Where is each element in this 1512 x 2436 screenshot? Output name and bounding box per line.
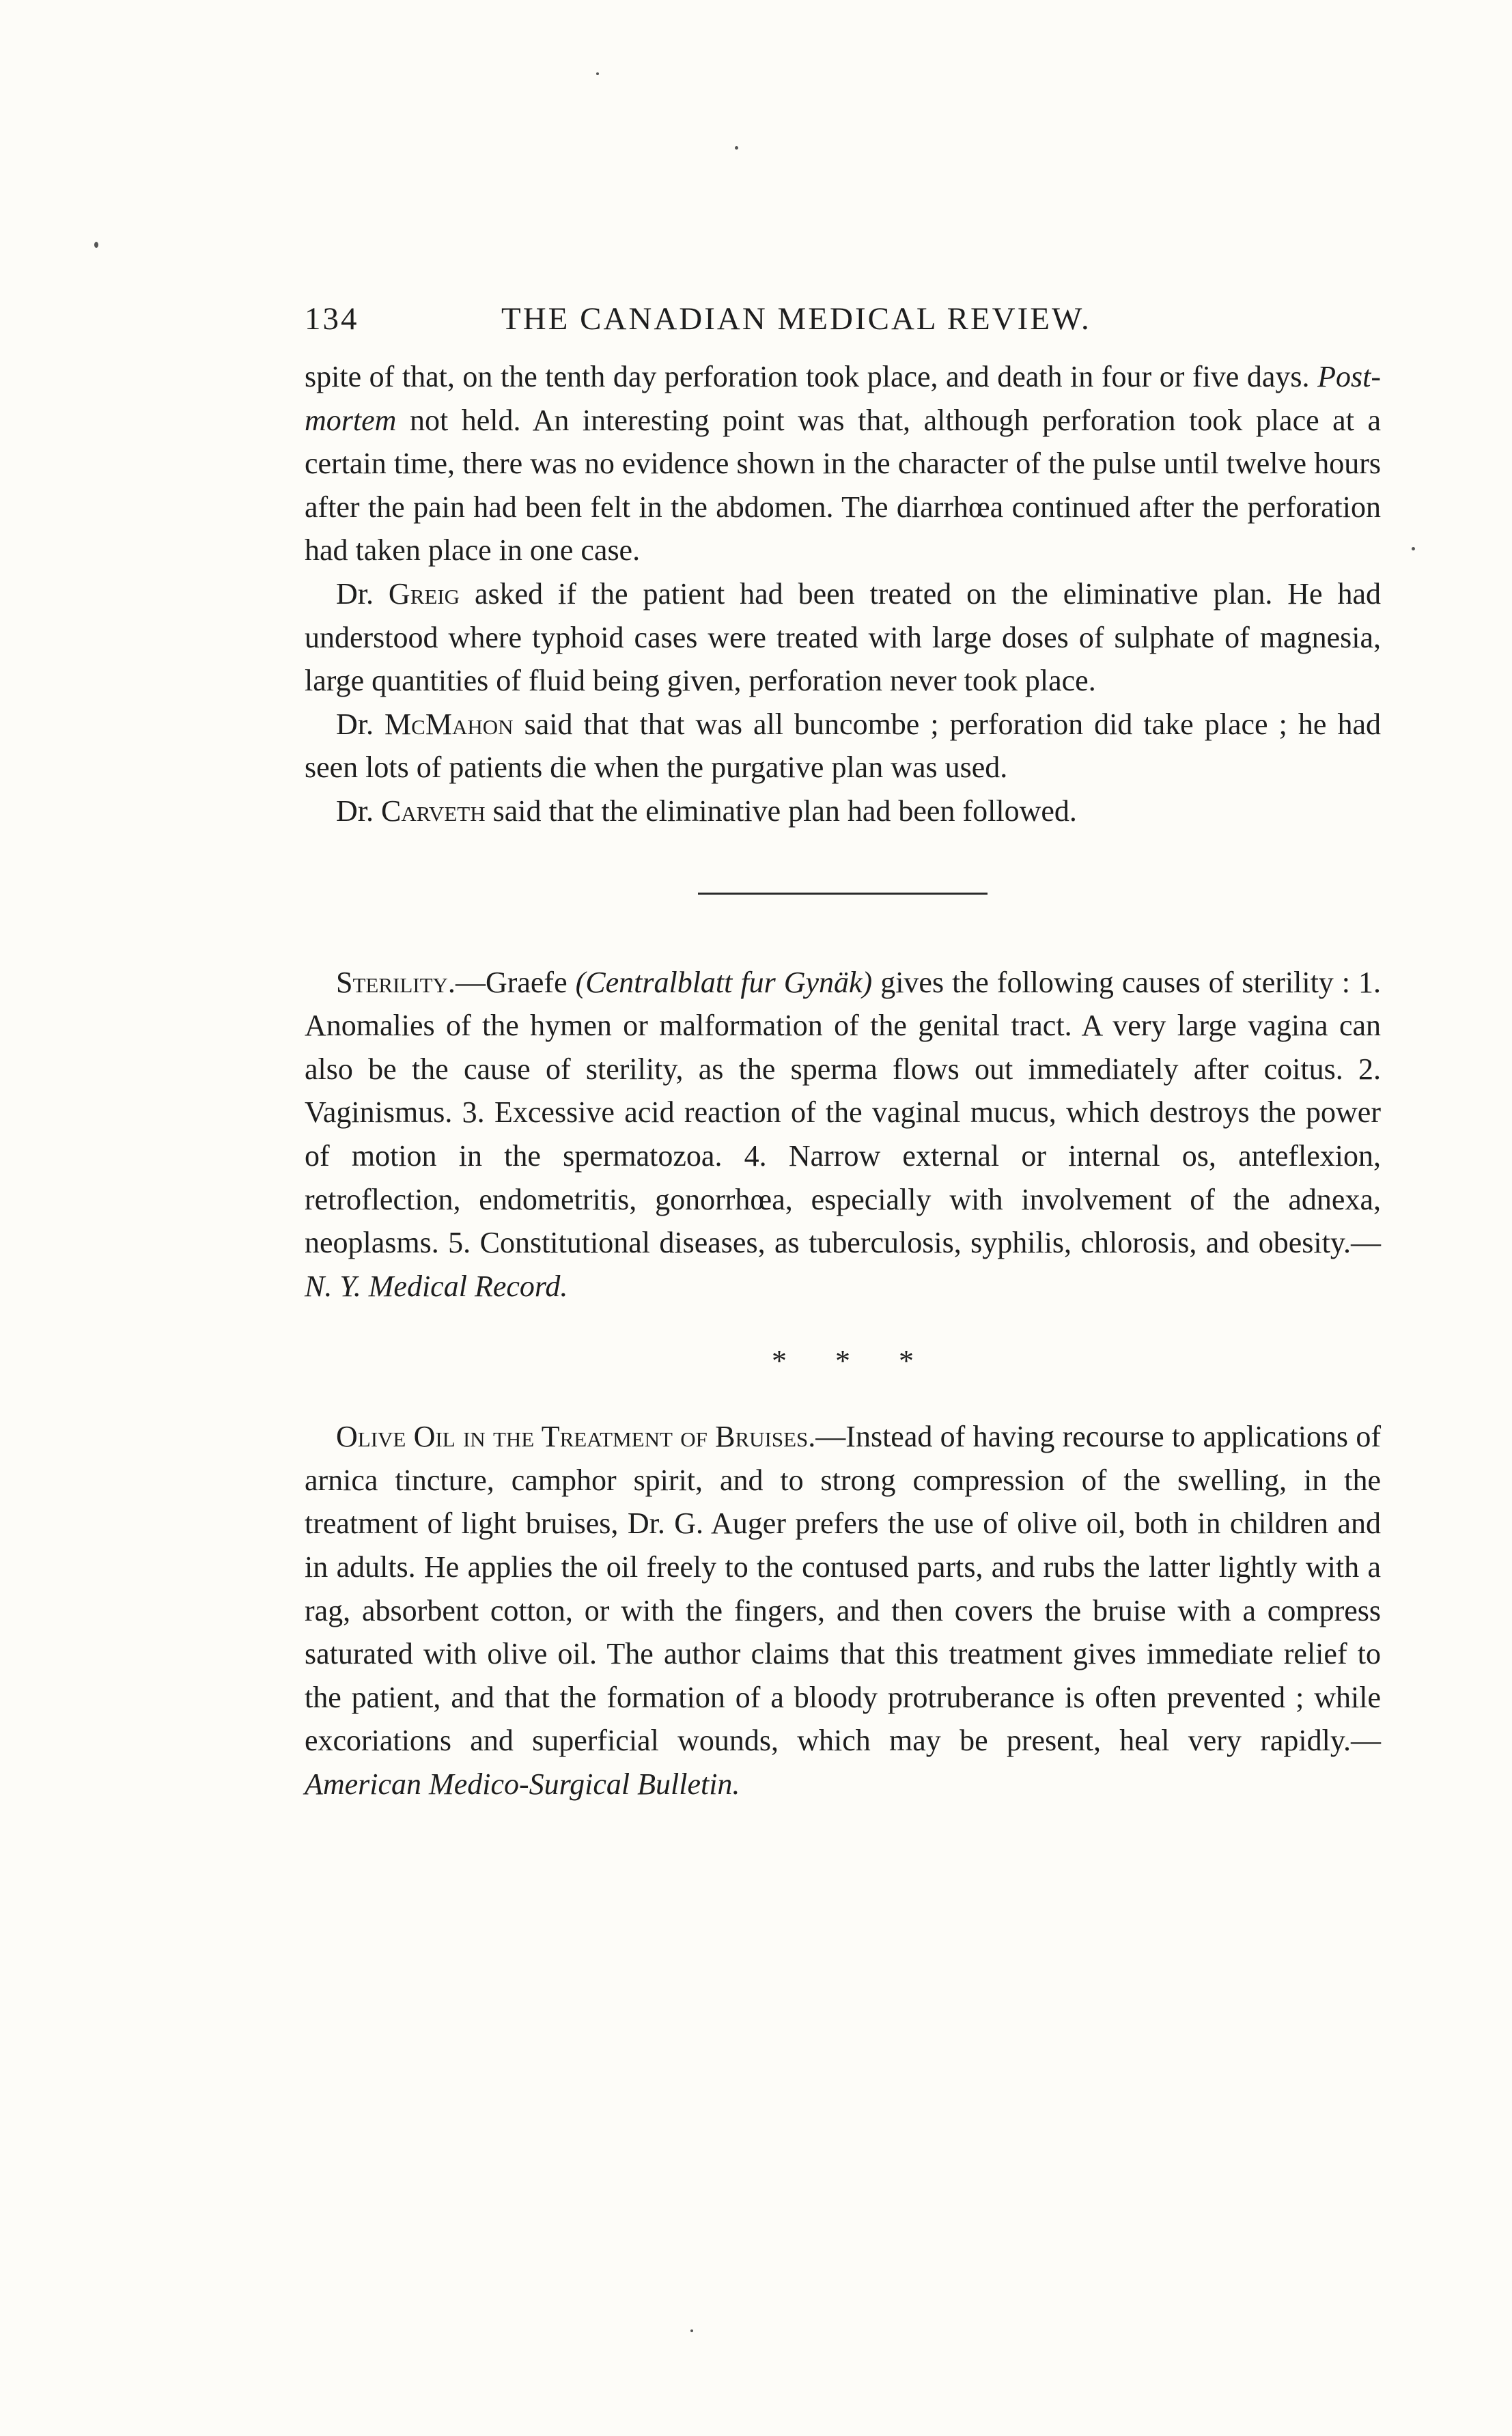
sterility-article bbox=[305, 961, 1381, 1308]
journal-title: THE CANADIAN MEDICAL REVIEW. bbox=[501, 301, 1091, 337]
olive-oil-article bbox=[305, 1415, 1381, 1806]
speaker-name: Greig bbox=[388, 576, 460, 611]
book-page bbox=[305, 300, 1381, 1806]
running-head bbox=[305, 300, 1381, 355]
speaker-name: Carveth bbox=[381, 794, 486, 828]
article-heading: Olive Oil in the Treatment of Bruises. bbox=[336, 1420, 816, 1454]
article-heading: Sterility. bbox=[336, 965, 456, 999]
olive-oil-paragraph: Olive Oil in the Treatment of Bruises.—Instead of having recourse to applications of arnica tincture, camphor spirit, and to strong compression of the swelling, in the treatment of light bruises, Dr. G. Auger prefers the use of olive oil, both in children and in adults. He applies the oil freely to the contused parts, and rubs the latter lightly with a rag, absorbent cotton, or with the fingers, and then covers the bruise with a compress saturated with olive oil. The author claims that this treatment gives immediate relief to the patient, and that the formation of a bloody protruberance is often prevented ; while excoriations and superficial wounds, which may be present, heal very rapidly.—American Medico-Surgical Bulletin. bbox=[305, 1420, 1381, 1802]
case-discussion bbox=[305, 355, 1381, 833]
scan-speck bbox=[1412, 547, 1415, 550]
source-title: (Centralblatt fur Gynäk) bbox=[575, 965, 873, 999]
discussion-paragraph-carveth: Dr. Carveth said that the eliminative plan had been followed. bbox=[336, 794, 1077, 828]
citation: American Medico-Surgical Bulletin. bbox=[305, 1767, 740, 1802]
discussion-paragraph-mcmahon: Dr. McMahon said that that was all buncombe ; perforation did take place ; he had seen lots of patients die when the purgative plan was used. bbox=[305, 707, 1381, 785]
page-number: 134 bbox=[305, 301, 359, 337]
discussion-paragraph: spite of that, on the tenth day perforation took place, and death in four or five days. Post-mortem not held. An interesting point was that, although perforation took place at a certain time, there was no evidence shown in the character of the pulse until twelve hours after the pain had been felt in the abdomen. The diarrhœa continued after the perforation had taken place in one case. bbox=[305, 360, 1381, 568]
section-divider-rule bbox=[698, 893, 988, 895]
discussion-paragraph-greig: Dr. Greig asked if the patient had been treated on the eliminative plan. He had understood where typhoid cases were treated with large doses of sulphate of magnesia, large quantities of fluid being given, perforation never took place. bbox=[305, 576, 1381, 698]
sterility-paragraph: Sterility.—Graefe (Centralblatt fur Gynäk) gives the following causes of sterility : 1. Anomalies of the hymen or malformation of the genital tract. A very large vagina can also be the cause of sterility, as the sperma flows out immediately after coitus. 2. Vaginismus. 3. Excessive acid reaction of the vaginal mucus, which destroys the power of motion in the spermatozoa. 4. Narrow external or internal os, anteflexion, retroflection, endometritis, gonorrhœa, especially with involvement of the adnexa, neoplasms. 5. Constitutional diseases, as tuberculosis, syphilis, chlorosis, and obesity.—N. Y. Medical Record. bbox=[305, 965, 1382, 1303]
scan-speck bbox=[596, 72, 599, 75]
scan-speck bbox=[94, 242, 98, 248]
speaker-name: McMahon bbox=[384, 707, 514, 741]
scan-speck bbox=[735, 146, 738, 150]
asterism-separator: * * * bbox=[772, 1344, 934, 1378]
scan-speck bbox=[690, 2329, 693, 2332]
citation: N. Y. Medical Record. bbox=[305, 1269, 568, 1303]
post-mortem-term: Post-mortem bbox=[305, 360, 1381, 437]
